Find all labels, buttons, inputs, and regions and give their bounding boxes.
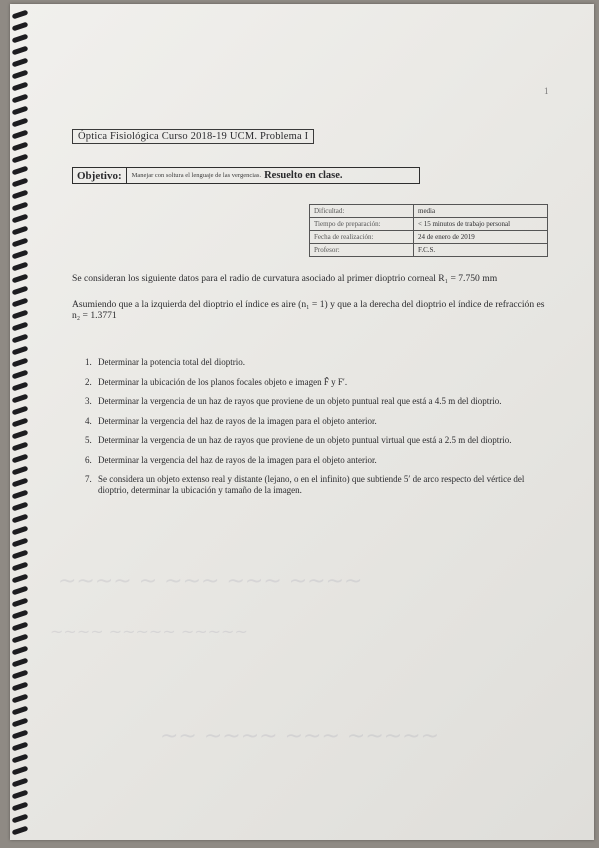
objective-label: Objetivo: xyxy=(73,168,127,183)
info-value: F.C.S. xyxy=(414,244,548,257)
spiral-coil xyxy=(12,646,29,656)
spiral-coil xyxy=(12,226,29,236)
info-key: Dificultad: xyxy=(310,205,414,218)
spiral-coil xyxy=(12,550,29,560)
spiral-coil xyxy=(12,598,29,608)
info-key: Fecha de realización: xyxy=(310,231,414,244)
spiral-coil xyxy=(12,94,29,104)
item-text: Determinar la potencia total del dioptrio. xyxy=(98,357,245,367)
table-row xyxy=(310,205,548,218)
item-number: 5. xyxy=(85,435,92,445)
spiral-coil xyxy=(12,346,29,356)
bleed-through-mark: ~~ ~~~~ ~~~ ~~~~~ xyxy=(160,724,440,749)
spiral-coil xyxy=(12,778,29,788)
info-key: Tiempo de preparación: xyxy=(310,218,414,231)
objective-status: Resuelto en clase. xyxy=(264,170,343,181)
spiral-binding xyxy=(10,12,32,840)
spiral-coil xyxy=(12,238,29,248)
spiral-coil xyxy=(12,406,29,416)
item-text: Determinar la ubicación de los planos focales objeto e imagen F̂ y F′. xyxy=(98,376,348,387)
spiral-coil xyxy=(12,730,29,740)
spiral-coil xyxy=(12,178,29,188)
item-text: Determinar la vergencia de un haz de rayos que proviene de un objeto puntual real que está a 4.5 m del dioptrio. xyxy=(98,396,502,406)
list-item xyxy=(85,396,555,407)
info-value: 24 de enero de 2019 xyxy=(414,231,548,244)
spiral-coil xyxy=(12,262,29,272)
intro-paragraph: Se consideran los siguiente datos para el radio de curvatura asociado al primer dioptrio corneal R₁ = 7.750 mm xyxy=(72,273,498,284)
spiral-coil xyxy=(12,202,29,212)
spiral-coil xyxy=(12,622,29,632)
spiral-coil xyxy=(12,334,29,344)
spiral-coil xyxy=(12,214,29,224)
spiral-coil xyxy=(12,22,29,32)
spiral-coil xyxy=(12,658,29,668)
spiral-coil xyxy=(12,538,29,548)
spiral-coil xyxy=(12,382,29,392)
bleed-through-mark: ~~~~ ~ ~~~ ~~~ ~~~~ xyxy=(58,569,363,594)
spiral-coil xyxy=(12,610,29,620)
spiral-coil xyxy=(12,706,29,716)
spiral-coil xyxy=(12,442,29,452)
problem-list xyxy=(85,357,555,504)
spiral-coil xyxy=(12,106,29,116)
item-number: 6. xyxy=(85,454,92,465)
spiral-coil xyxy=(12,814,29,824)
objective-text: Manejar con soltura el lenguaje de las vergencias. xyxy=(131,172,262,179)
spiral-coil xyxy=(12,58,29,68)
list-item xyxy=(85,435,555,446)
info-table xyxy=(309,204,548,257)
spiral-coil xyxy=(12,586,29,596)
list-item xyxy=(85,455,555,466)
spiral-coil xyxy=(12,10,29,20)
table-row xyxy=(310,218,548,231)
intro-paragraph: Asumiendo que a la izquierda del dioptrio el índice es aire (n₁ = 1) y que a la derecha del dioptrio el índice de refracción es n₂ = 1.3771 xyxy=(72,299,545,321)
spiral-coil xyxy=(12,526,29,536)
spiral-coil xyxy=(12,466,29,476)
spiral-coil xyxy=(12,478,29,488)
info-key: Profesor: xyxy=(310,244,414,257)
spiral-coil xyxy=(12,514,29,524)
item-text: Determinar la vergencia de un haz de rayos que proviene de un objeto puntual virtual que está a 2.5 m del dioptrio. xyxy=(98,435,512,445)
spiral-coil xyxy=(12,70,29,80)
spiral-coil xyxy=(12,562,29,572)
spiral-coil xyxy=(12,394,29,404)
course-header: Óptica Fisiológica Curso 2018-19 UCM. Problema I xyxy=(72,129,314,144)
spiral-coil xyxy=(12,670,29,680)
spiral-coil xyxy=(12,286,29,296)
spiral-coil xyxy=(12,766,29,776)
spiral-coil xyxy=(12,682,29,692)
spiral-coil xyxy=(12,430,29,440)
item-text: Determinar la vergencia del haz de rayos de la imagen para el objeto anterior. xyxy=(98,454,377,465)
spiral-coil xyxy=(12,634,29,644)
spiral-coil xyxy=(12,166,29,176)
spiral-coil xyxy=(12,418,29,428)
bleed-through-mark: ~~~~ ~~~~~ ~~~~~ xyxy=(50,622,248,641)
spiral-coil xyxy=(12,142,29,152)
table-row xyxy=(310,244,548,257)
spiral-coil xyxy=(12,298,29,308)
spiral-coil xyxy=(12,742,29,752)
spiral-coil xyxy=(12,46,29,56)
item-number: 1. xyxy=(85,357,92,367)
list-item xyxy=(85,357,555,368)
spiral-coil xyxy=(12,118,29,128)
notebook-page xyxy=(10,4,594,840)
spiral-coil xyxy=(12,454,29,464)
spiral-coil xyxy=(12,574,29,584)
spiral-coil xyxy=(12,790,29,800)
list-item xyxy=(85,377,555,388)
info-value: < 15 minutos de trabajo personal xyxy=(414,218,548,231)
spiral-coil xyxy=(12,34,29,44)
page-number: 1 xyxy=(544,86,549,96)
spiral-coil xyxy=(12,322,29,332)
list-item xyxy=(85,416,555,427)
spiral-coil xyxy=(12,190,29,200)
spiral-coil xyxy=(12,154,29,164)
spiral-coil xyxy=(12,754,29,764)
spiral-coil xyxy=(12,130,29,140)
spiral-coil xyxy=(12,490,29,500)
item-number: 7. xyxy=(85,474,92,484)
table-row xyxy=(310,231,548,244)
spiral-coil xyxy=(12,694,29,704)
item-number: 4. xyxy=(85,415,92,426)
spiral-coil xyxy=(12,502,29,512)
item-text: Se considera un objeto extenso real y distante (lejano, o en el infinito) que subtiende 5′ de arco respecto del vértice del dioptrio, determinar la ubicación y tamaño de la imagen. xyxy=(98,474,525,495)
objective-box xyxy=(72,167,420,184)
spiral-coil xyxy=(12,82,29,92)
spiral-coil xyxy=(12,718,29,728)
spiral-coil xyxy=(12,370,29,380)
spiral-coil xyxy=(12,358,29,368)
info-value: media xyxy=(414,205,548,218)
item-text: Determinar la vergencia del haz de rayos de la imagen para el objeto anterior. xyxy=(98,415,377,426)
spiral-coil xyxy=(12,826,29,836)
spiral-coil xyxy=(12,250,29,260)
list-item xyxy=(85,474,555,495)
spiral-coil xyxy=(12,310,29,320)
item-number: 2. xyxy=(85,376,92,387)
item-number: 3. xyxy=(85,396,92,406)
spiral-coil xyxy=(12,274,29,284)
spiral-coil xyxy=(12,802,29,812)
